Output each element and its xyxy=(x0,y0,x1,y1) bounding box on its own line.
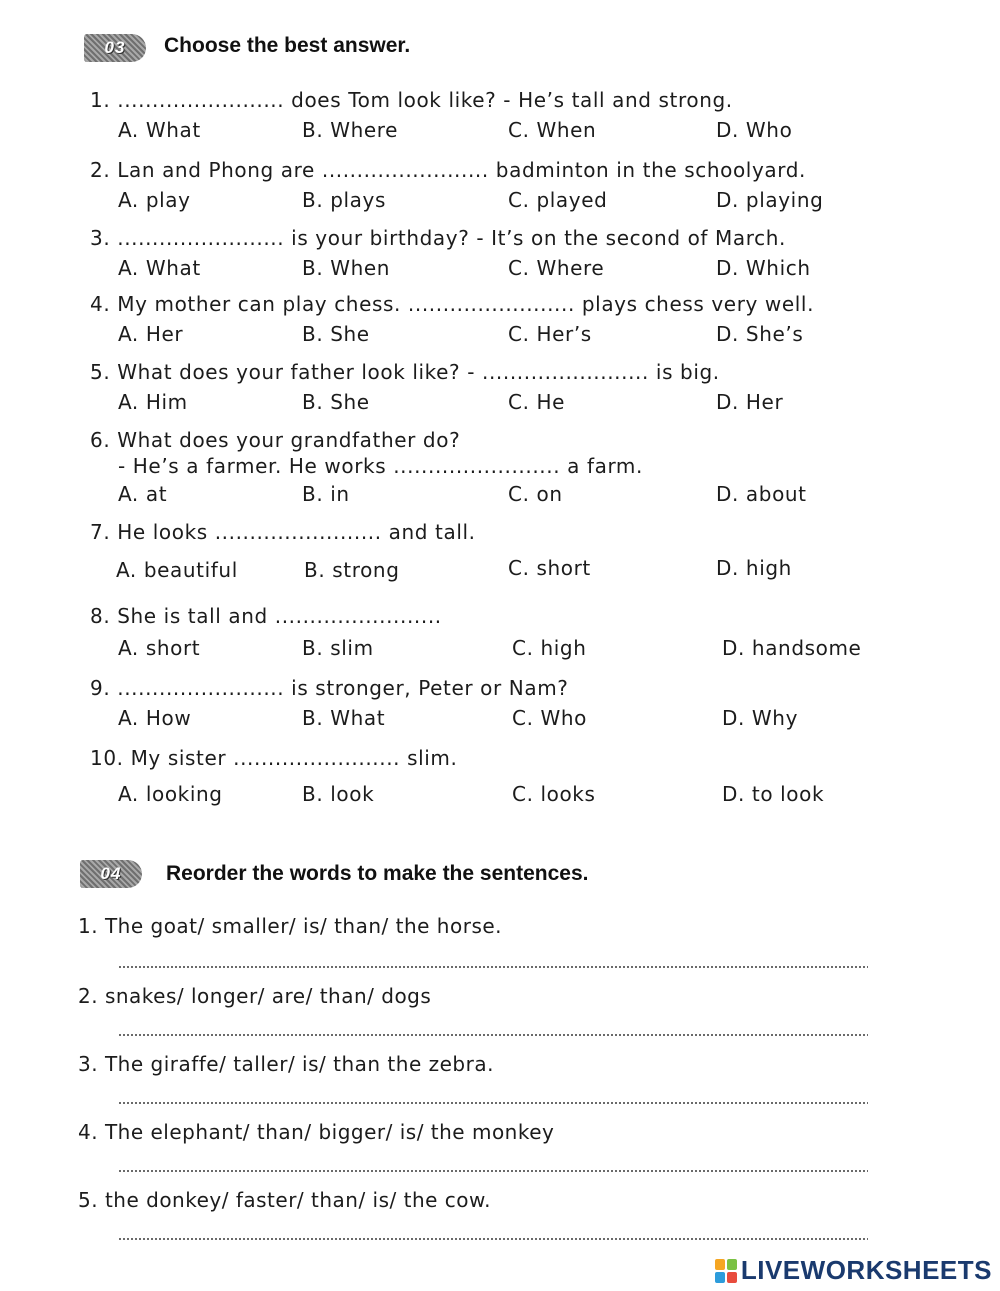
question-1: 1. ........................ does Tom look like? - He’s tall and strong. xyxy=(90,88,733,112)
question-4: 4. My mother can play chess. ........................ plays chess very well. xyxy=(90,292,815,316)
option-10d[interactable]: D. to look xyxy=(722,782,825,806)
question-8: 8. She is tall and ........................ xyxy=(90,604,442,628)
option-6d[interactable]: D. about xyxy=(716,482,807,506)
reorder-item-1: 1. The goat/ smaller/ is/ than/ the horse. xyxy=(78,914,503,938)
option-5a[interactable]: A. Him xyxy=(118,390,188,414)
option-7d[interactable]: D. high xyxy=(716,556,792,580)
section-4-badge: 04 xyxy=(80,860,142,888)
option-3b[interactable]: B. When xyxy=(302,256,391,280)
option-5b[interactable]: B. She xyxy=(302,390,370,414)
question-10: 10. My sister ........................ slim. xyxy=(90,746,458,770)
liveworksheets-logo-text: LIVEWORKSHEETS xyxy=(740,1255,992,1285)
option-2c[interactable]: C. played xyxy=(508,188,608,212)
option-3d[interactable]: D. Which xyxy=(716,256,811,280)
reorder-item-4: 4. The elephant/ than/ bigger/ is/ the monkey xyxy=(78,1120,555,1144)
reorder-item-2: 2. snakes/ longer/ are/ than/ dogs xyxy=(78,984,432,1008)
section-3-title: Choose the best answer. xyxy=(164,34,411,57)
option-7c[interactable]: C. short xyxy=(508,556,591,580)
option-8a[interactable]: A. short xyxy=(118,636,201,660)
question-9: 9. ........................ is stronger, Peter or Nam? xyxy=(90,676,569,700)
option-4c[interactable]: C. Her’s xyxy=(508,322,592,346)
question-6-answer-line: - He’s a farmer. He works ........................ a farm. xyxy=(118,454,643,478)
option-9b[interactable]: B. What xyxy=(302,706,386,730)
question-7: 7. He looks ........................ and tall. xyxy=(90,520,476,544)
option-10a[interactable]: A. looking xyxy=(118,782,223,806)
question-6: 6. What does your grandfather do? xyxy=(90,428,461,452)
option-9a[interactable]: A. How xyxy=(118,706,192,730)
option-2d[interactable]: D. playing xyxy=(716,188,824,212)
option-1c[interactable]: C. When xyxy=(508,118,597,142)
option-6b[interactable]: B. in xyxy=(302,482,350,506)
option-7a[interactable]: A. beautiful xyxy=(116,558,238,582)
reorder-item-5: 5. the donkey/ faster/ than/ is/ the cow. xyxy=(78,1188,491,1212)
answer-line-5[interactable] xyxy=(118,1238,868,1240)
answer-line-4[interactable] xyxy=(118,1170,868,1172)
option-6a[interactable]: A. at xyxy=(118,482,168,506)
option-5c[interactable]: C. He xyxy=(508,390,566,414)
option-9c[interactable]: C. Who xyxy=(512,706,587,730)
option-1d[interactable]: D. Who xyxy=(716,118,793,142)
option-10c[interactable]: C. looks xyxy=(512,782,596,806)
liveworksheets-logo-icon xyxy=(715,1259,737,1283)
answer-line-2[interactable] xyxy=(118,1034,868,1036)
option-1b[interactable]: B. Where xyxy=(302,118,399,142)
option-7b[interactable]: B. strong xyxy=(304,558,400,582)
option-10b[interactable]: B. look xyxy=(302,782,375,806)
option-4b[interactable]: B. She xyxy=(302,322,370,346)
reorder-item-3: 3. The giraffe/ taller/ is/ than the zebra. xyxy=(78,1052,494,1076)
option-4d[interactable]: D. She’s xyxy=(716,322,804,346)
question-2: 2. Lan and Phong are ........................ badminton in the schoolyard. xyxy=(90,158,806,182)
option-6c[interactable]: C. on xyxy=(508,482,563,506)
option-3a[interactable]: A. What xyxy=(118,256,201,280)
option-8b[interactable]: B. slim xyxy=(302,636,374,660)
section-4-title: Reorder the words to make the sentences. xyxy=(166,862,589,885)
question-3: 3. ........................ is your birthday? - It’s on the second of March. xyxy=(90,226,786,250)
option-8c[interactable]: C. high xyxy=(512,636,587,660)
section-3-badge: 03 xyxy=(84,34,146,62)
option-5d[interactable]: D. Her xyxy=(716,390,784,414)
answer-line-1[interactable] xyxy=(118,966,868,968)
liveworksheets-logo[interactable] xyxy=(715,1255,992,1286)
option-3c[interactable]: C. Where xyxy=(508,256,605,280)
answer-line-3[interactable] xyxy=(118,1102,868,1104)
question-5: 5. What does your father look like? - ........................ is big. xyxy=(90,360,720,384)
option-1a[interactable]: A. What xyxy=(118,118,201,142)
option-2a[interactable]: A. play xyxy=(118,188,191,212)
option-4a[interactable]: A. Her xyxy=(118,322,184,346)
option-8d[interactable]: D. handsome xyxy=(722,636,862,660)
option-2b[interactable]: B. plays xyxy=(302,188,386,212)
option-9d[interactable]: D. Why xyxy=(722,706,799,730)
